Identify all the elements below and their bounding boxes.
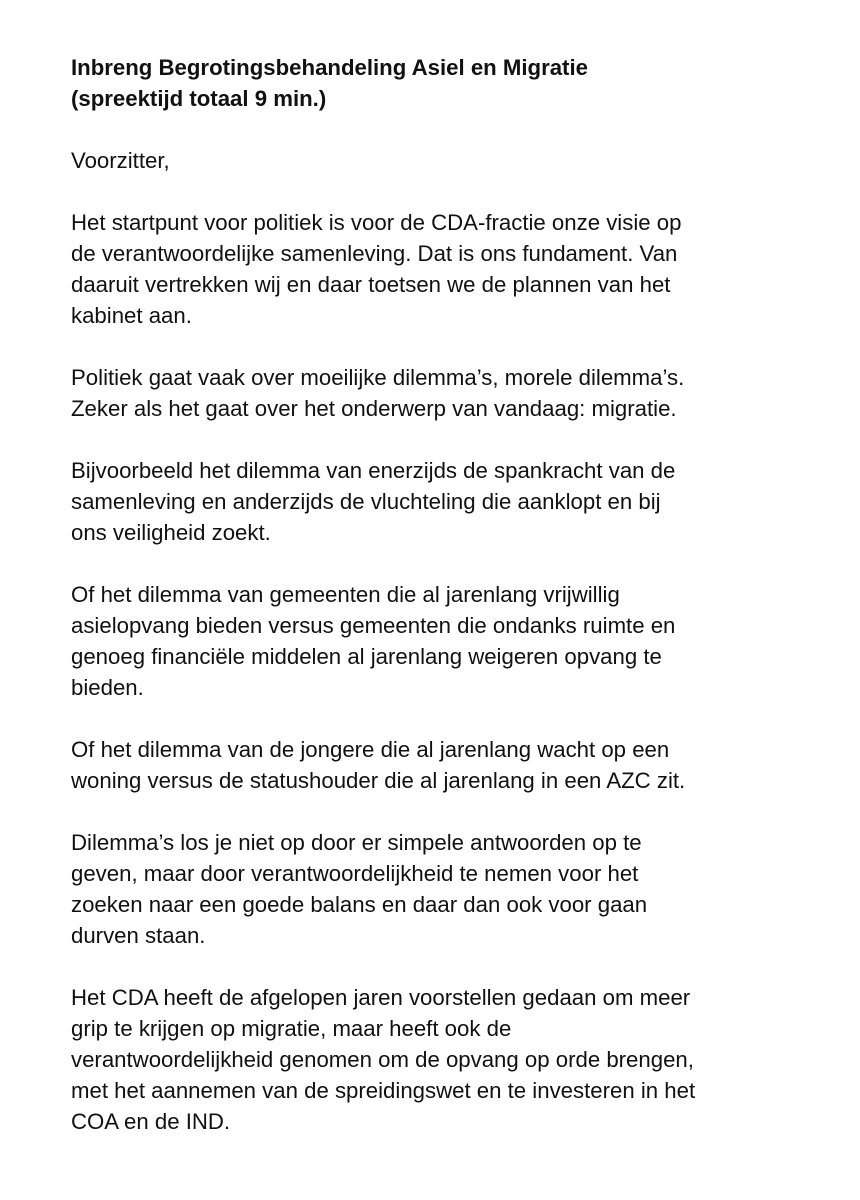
paragraph-6: Dilemma’s los je niet op door er simpele antwoorden op te geven, maar door verantwoordelijkheid te nemen voor het zoeken naar een goede balans en daar dan ook voor gaan durven staan. <box>71 830 648 948</box>
title-line-1: Inbreng Begrotingsbehandeling Asiel en Migratie <box>71 55 588 80</box>
document-title <box>71 52 830 114</box>
paragraph-1: Het startpunt voor politiek is voor de CDA-fractie onze visie op de verantwoordelijke samenleving. Dat is ons fundament. Van daaruit vertrekken wij en daar toetsen we de plannen van het kabinet aan. <box>71 210 682 328</box>
salutation: Voorzitter, <box>71 148 170 173</box>
paragraph-3: Bijvoorbeeld het dilemma van enerzijds de spankracht van de samenleving en anderzijds de vluchteling die aanklopt en bij ons veiligheid zoekt. <box>71 458 676 545</box>
paragraph-7: Het CDA heeft de afgelopen jaren voorstellen gedaan om meer grip te krijgen op migratie, maar heeft ook de verantwoordelijkheid genomen om de opvang op orde brengen, met het aannemen van de spreidingswet en te investeren in het COA en de IND. <box>71 985 696 1134</box>
paragraph-2: Politiek gaat vaak over moeilijke dilemma’s, morele dilemma’s. Zeker als het gaat over het onderwerp van vandaag: migratie. <box>71 365 685 421</box>
title-line-2: (spreektijd totaal 9 min.) <box>71 86 327 111</box>
paragraph-5: Of het dilemma van de jongere die al jarenlang wacht op een woning versus de statushouder die al jarenlang in een AZC zit. <box>71 737 686 793</box>
paragraph-4: Of het dilemma van gemeenten die al jarenlang vrijwillig asielopvang bieden versus gemeenten die ondanks ruimte en genoeg financiële middelen al jarenlang weigeren opvang te bieden. <box>71 582 676 700</box>
